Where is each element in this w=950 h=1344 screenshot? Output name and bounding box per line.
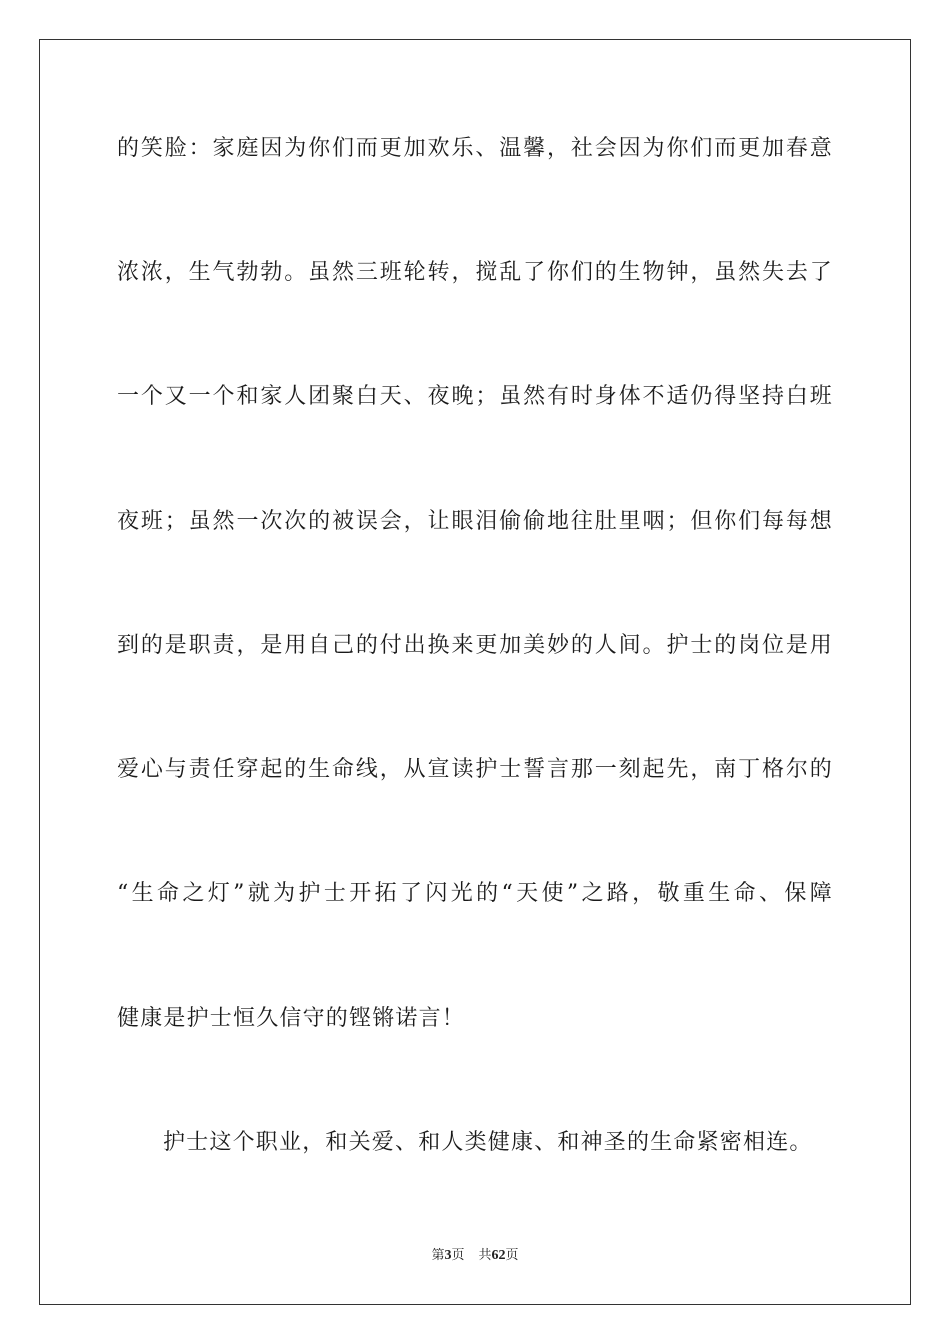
page-number: 3 — [444, 1248, 452, 1263]
text-line: 浓浓，生气勃勃。虽然三班轮转，搅乱了你们的生物钟，虽然失去了 — [117, 260, 833, 285]
paragraph-end-line: 健康是护士恒久信守的铿锵诺言！ — [117, 1006, 466, 1031]
total-prefix: 共 — [478, 1248, 492, 1263]
text-line: 夜班；虽然一次次的被误会，让眼泪偷偷地往肚里咽；但你们每每想 — [117, 509, 833, 534]
text-line: 的笑脸：家庭因为你们而更加欢乐、温馨，社会因为你们而更加春意 — [117, 136, 833, 161]
text-line: “生命之灯”就为护士开拓了闪光的“天使”之路，敬重生命、保障 — [117, 881, 833, 906]
paragraph-first-line: 护士这个职业，和关爱、和人类健康、和神圣的生命紧密相连。 — [163, 1130, 813, 1155]
total-pages: 62 — [491, 1248, 506, 1263]
page-suffix: 页 — [451, 1248, 465, 1263]
page-prefix: 第 — [431, 1248, 445, 1263]
text-line: 到的是职责，是用自己的付出换来更加美妙的人间。护士的岗位是用 — [117, 633, 833, 658]
text-line: 爱心与责任穿起的生命线，从宣读护士誓言那一刻起先，南丁格尔的 — [117, 757, 833, 782]
text-line: 一个又一个和家人团聚白天、夜晚；虽然有时身体不适仍得坚持白班 — [117, 384, 833, 409]
page-footer — [0, 1247, 950, 1265]
total-suffix: 页 — [505, 1248, 519, 1263]
page-border — [39, 39, 911, 1305]
